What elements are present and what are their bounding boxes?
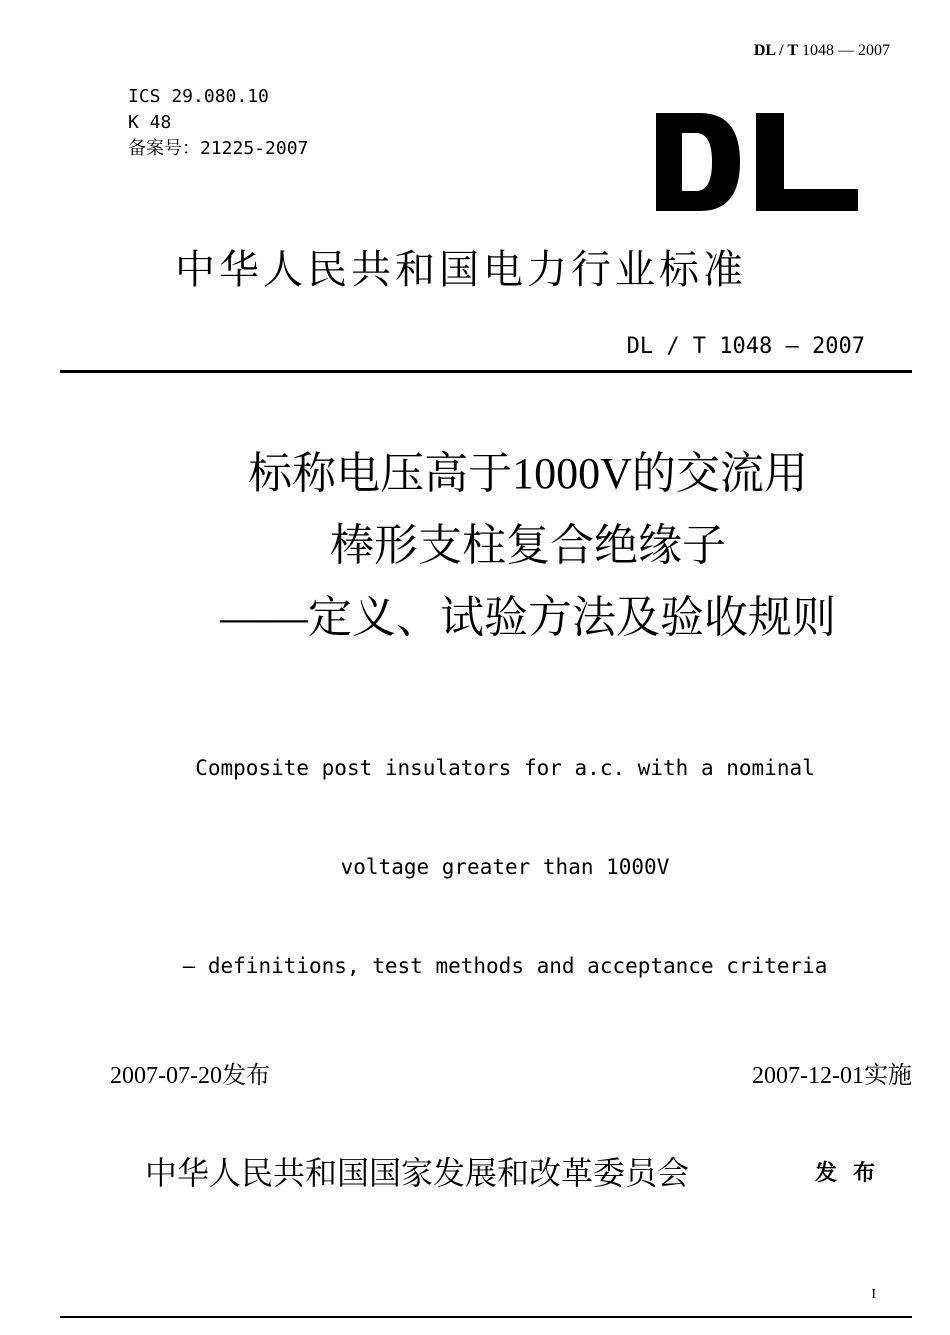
ccs-code: K 48 bbox=[128, 112, 172, 133]
header-code-rest: 1048 — 2007 bbox=[802, 42, 890, 59]
ics-code: ICS 29.080.10 bbox=[128, 86, 269, 107]
header-code-prefix: DL / T bbox=[753, 42, 798, 59]
chinese-title-line-2: 棒形支柱复合绝缘子 bbox=[330, 521, 726, 570]
classification-block bbox=[128, 84, 308, 162]
issuing-authority: 中华人民共和国国家发展和改革委员会 bbox=[145, 1155, 690, 1191]
chinese-title bbox=[0, 438, 950, 654]
top-divider bbox=[60, 370, 912, 373]
logo-letter-d bbox=[656, 113, 740, 211]
header-standard-code bbox=[754, 42, 890, 60]
chinese-title-line-3: ——定义、试验方法及验收规则 bbox=[220, 593, 836, 642]
logo-letter-l bbox=[756, 113, 858, 211]
implementation-date: 2007-12-01实施 bbox=[752, 1063, 912, 1089]
english-title-line-2: voltage greater than 1000V bbox=[340, 855, 670, 879]
standard-number: DL / T 1048 — 2007 bbox=[626, 334, 865, 359]
english-title-line-3: — definitions, test methods and acceptance criteria bbox=[182, 954, 828, 978]
chinese-title-line-1: 标称电压高于1000V的交流用 bbox=[248, 449, 808, 498]
page-number: I bbox=[871, 1287, 876, 1302]
bottom-divider bbox=[60, 1316, 912, 1318]
record-number: 备案号：21225-2007 bbox=[128, 138, 309, 159]
english-title bbox=[0, 686, 950, 1016]
issue-date: 2007-07-20发布 bbox=[110, 1063, 270, 1089]
dl-logo bbox=[656, 113, 858, 211]
industry-standard-title: 中华人民共和国电力行业标准 bbox=[175, 247, 747, 292]
english-title-line-1: Composite post insulators for a.c. with a nominal bbox=[195, 756, 815, 780]
issue-action-label: 发布 bbox=[815, 1161, 892, 1186]
